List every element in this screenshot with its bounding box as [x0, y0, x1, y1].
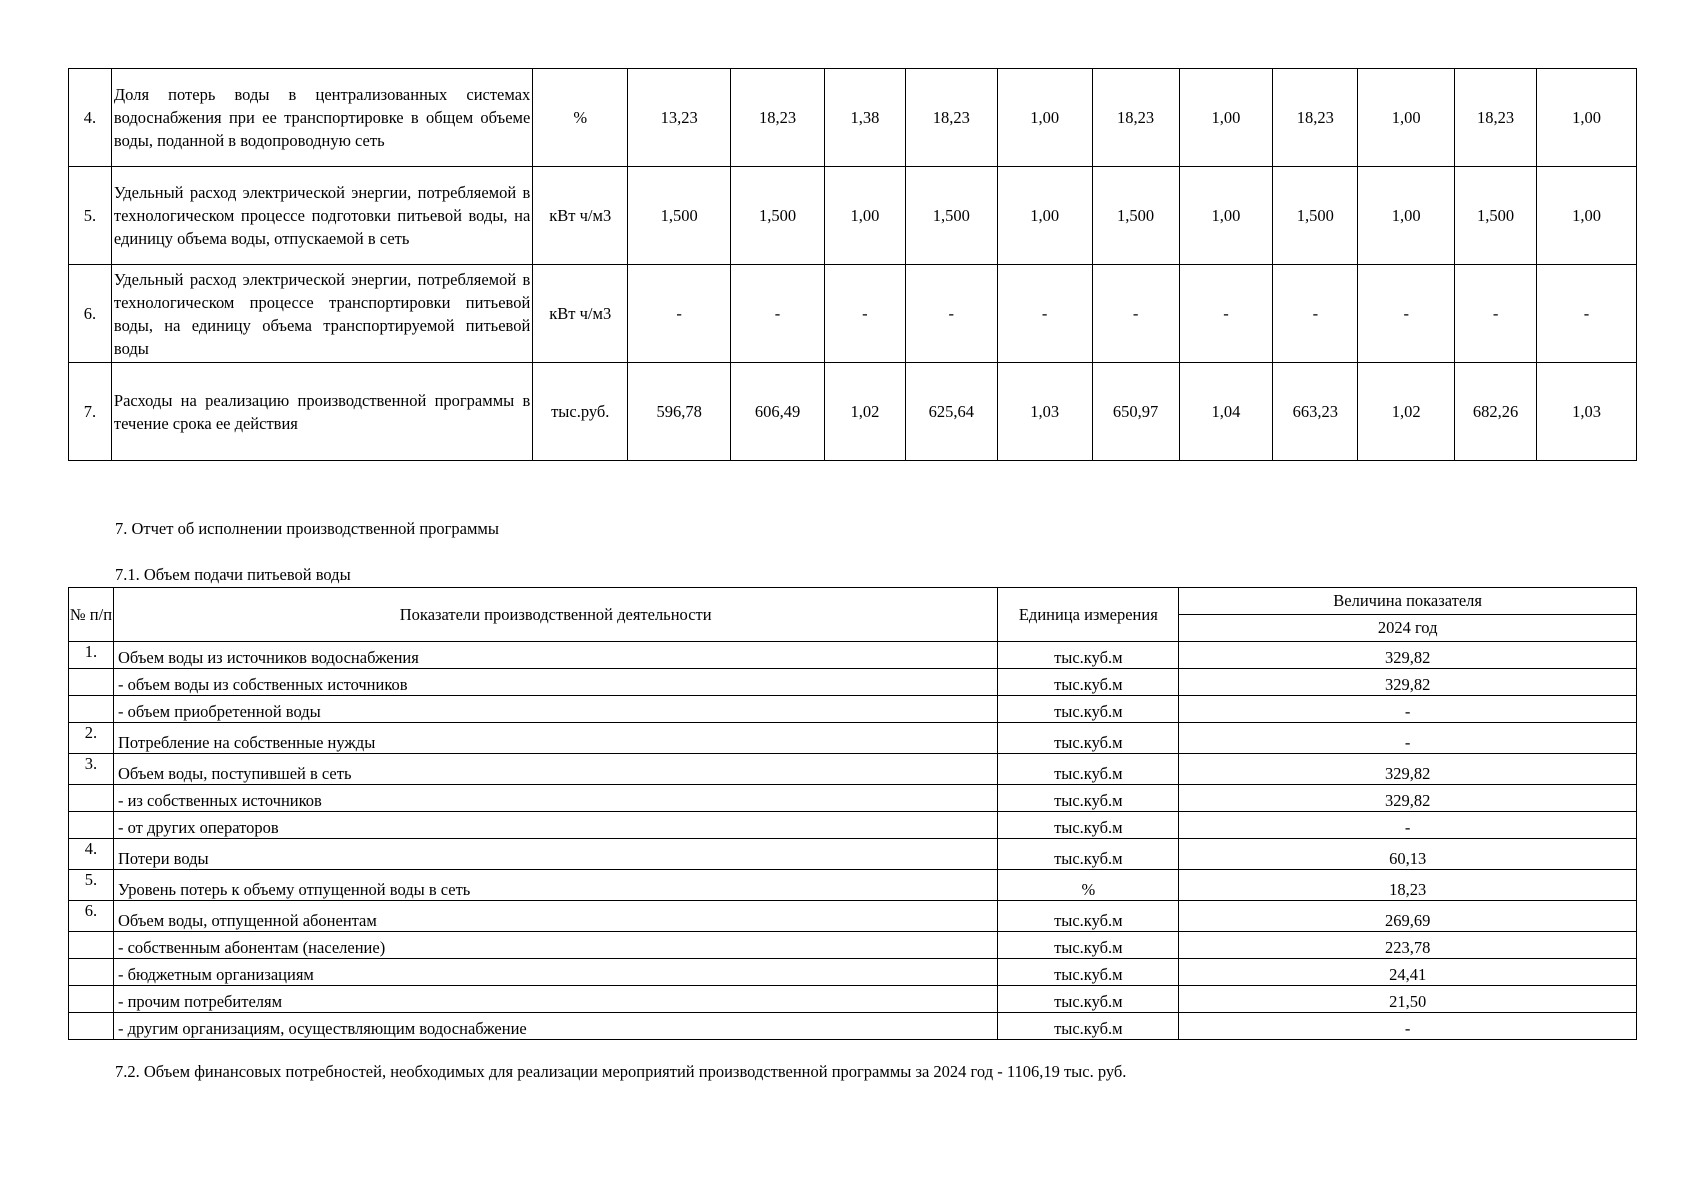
row-unit: тыс.куб.м [998, 1013, 1179, 1040]
indicator-value: 1,03 [1537, 363, 1637, 461]
row-number [69, 1013, 114, 1040]
indicator-unit: кВт ч/м3 [533, 265, 628, 363]
indicator-value: 18,23 [731, 69, 825, 167]
indicator-row [69, 363, 1637, 461]
indicator-value: 1,00 [997, 167, 1092, 265]
row-number: 6. [69, 265, 112, 363]
row-unit: тыс.куб.м [998, 901, 1179, 932]
indicator-value: - [1092, 265, 1179, 363]
indicator-value: 13,23 [628, 69, 731, 167]
row-name: Объем воды, отпущенной абонентам [113, 901, 997, 932]
row-name: - собственным абонентам (население) [113, 932, 997, 959]
indicator-value: - [731, 265, 825, 363]
indicator-value: 1,04 [1179, 363, 1273, 461]
header-value: Величина показателя [1179, 588, 1637, 615]
indicator-value: 650,97 [1092, 363, 1179, 461]
indicator-name: Доля потерь воды в централизованных системах водоснабжения при ее транспортировке в общем объеме воды, поданной в водопроводную сеть [111, 69, 532, 167]
header-indicator: Показатели производственной деятельности [113, 588, 997, 642]
indicator-value: 1,500 [1455, 167, 1537, 265]
indicator-value: 1,500 [1273, 167, 1358, 265]
indicator-value: - [1273, 265, 1358, 363]
table-row [69, 959, 1637, 986]
row-unit: тыс.куб.м [998, 839, 1179, 870]
indicator-value: - [1455, 265, 1537, 363]
indicator-value: - [628, 265, 731, 363]
indicator-value: 18,23 [1455, 69, 1537, 167]
row-name: Уровень потерь к объему отпущенной воды в сеть [113, 870, 997, 901]
indicator-value: - [905, 265, 997, 363]
row-unit: тыс.куб.м [998, 696, 1179, 723]
indicator-value: 663,23 [1273, 363, 1358, 461]
indicator-value: 1,03 [997, 363, 1092, 461]
row-value: 269,69 [1179, 901, 1637, 932]
table-row [69, 754, 1637, 785]
row-number [69, 959, 114, 986]
row-unit: тыс.куб.м [998, 932, 1179, 959]
indicator-value: 18,23 [1273, 69, 1358, 167]
indicator-value: 18,23 [905, 69, 997, 167]
table-row [69, 642, 1637, 669]
indicator-value: - [1179, 265, 1273, 363]
row-value: - [1179, 1013, 1637, 1040]
row-number: 3. [69, 754, 114, 785]
row-value: 223,78 [1179, 932, 1637, 959]
row-number: 4. [69, 839, 114, 870]
indicator-value: 1,00 [1537, 69, 1637, 167]
indicator-value: 625,64 [905, 363, 997, 461]
row-name: - объем приобретенной воды [113, 696, 997, 723]
indicator-unit: кВт ч/м3 [533, 167, 628, 265]
row-name: - из собственных источников [113, 785, 997, 812]
indicator-value: 1,00 [997, 69, 1092, 167]
table-row [69, 1013, 1637, 1040]
section-7-title: 7. Отчет об исполнении производственной программы [115, 519, 499, 538]
indicator-value: 596,78 [628, 363, 731, 461]
row-unit: тыс.куб.м [998, 754, 1179, 785]
row-name: - бюджетным организациям [113, 959, 997, 986]
indicator-value: 1,00 [1179, 167, 1273, 265]
row-number: 1. [69, 642, 114, 669]
table-row [69, 785, 1637, 812]
indicator-name: Удельный расход электрической энергии, потребляемой в технологическом процессе подготовки питьевой воды, на единицу объема воды, отпускаемой в сеть [111, 167, 532, 265]
row-number: 5. [69, 167, 112, 265]
row-unit: тыс.куб.м [998, 812, 1179, 839]
row-number: 5. [69, 870, 114, 901]
indicator-value: 1,500 [731, 167, 825, 265]
row-value: 329,82 [1179, 754, 1637, 785]
row-name: Потери воды [113, 839, 997, 870]
indicator-value: 1,500 [905, 167, 997, 265]
indicator-value: 606,49 [731, 363, 825, 461]
indicator-value: 1,00 [1179, 69, 1273, 167]
water-volume-table [68, 587, 1637, 1040]
row-number: 2. [69, 723, 114, 754]
indicator-value: 1,00 [1537, 167, 1637, 265]
indicator-value: - [1537, 265, 1637, 363]
indicator-value: - [997, 265, 1092, 363]
row-name: Объем воды, поступившей в сеть [113, 754, 997, 785]
row-value: 24,41 [1179, 959, 1637, 986]
indicator-name: Расходы на реализацию производственной программы в течение срока ее действия [111, 363, 532, 461]
row-unit: тыс.куб.м [998, 642, 1179, 669]
row-unit: тыс.куб.м [998, 723, 1179, 754]
section-7-2-text: 7.2. Объем финансовых потребностей, необходимых для реализации мероприятий производственной программы за 2024 год - 1106,19 тыс. руб. [115, 1062, 1127, 1081]
row-unit: % [998, 870, 1179, 901]
section-7-1-title: 7.1. Объем подачи питьевой воды [115, 565, 351, 584]
row-number [69, 669, 114, 696]
indicator-unit: тыс.руб. [533, 363, 628, 461]
row-value: 60,13 [1179, 839, 1637, 870]
row-value: - [1179, 696, 1637, 723]
row-value: - [1179, 723, 1637, 754]
table-row [69, 723, 1637, 754]
row-number: 6. [69, 901, 114, 932]
header-num: № п/п [69, 588, 114, 642]
row-number [69, 785, 114, 812]
row-number [69, 812, 114, 839]
row-name: - другим организациям, осуществляющим водоснабжение [113, 1013, 997, 1040]
table-row [69, 870, 1637, 901]
row-name: - прочим потребителям [113, 986, 997, 1013]
row-number [69, 696, 114, 723]
indicator-value: 1,38 [824, 69, 905, 167]
indicator-name: Удельный расход электрической энергии, потребляемой в технологическом процессе транспортировки питьевой воды, на единицу объема транспортируемой питьевой воды [111, 265, 532, 363]
row-unit: тыс.куб.м [998, 785, 1179, 812]
row-name: Потребление на собственные нужды [113, 723, 997, 754]
table-row [69, 932, 1637, 959]
indicator-row [69, 167, 1637, 265]
indicator-row [69, 69, 1637, 167]
row-value: 329,82 [1179, 785, 1637, 812]
indicator-value: 682,26 [1455, 363, 1537, 461]
header-unit: Единица измерения [998, 588, 1179, 642]
row-unit: тыс.куб.м [998, 959, 1179, 986]
indicator-value: 1,500 [628, 167, 731, 265]
table-row [69, 669, 1637, 696]
indicator-value: - [1358, 265, 1455, 363]
row-name: - от других операторов [113, 812, 997, 839]
indicator-value: 1,00 [824, 167, 905, 265]
indicator-value: 18,23 [1092, 69, 1179, 167]
indicator-value: - [824, 265, 905, 363]
header-year: 2024 год [1179, 615, 1637, 642]
indicator-value: 1,02 [1358, 363, 1455, 461]
row-name: Объем воды из источников водоснабжения [113, 642, 997, 669]
row-number [69, 986, 114, 1013]
row-name: - объем воды из собственных источников [113, 669, 997, 696]
row-value: - [1179, 812, 1637, 839]
indicator-value: 1,00 [1358, 167, 1455, 265]
indicators-table [68, 68, 1637, 461]
row-unit: тыс.куб.м [998, 669, 1179, 696]
row-value: 18,23 [1179, 870, 1637, 901]
row-value: 329,82 [1179, 669, 1637, 696]
indicator-value: 1,02 [824, 363, 905, 461]
row-number [69, 932, 114, 959]
row-value: 329,82 [1179, 642, 1637, 669]
indicator-unit: % [533, 69, 628, 167]
row-number: 4. [69, 69, 112, 167]
table-row [69, 812, 1637, 839]
indicator-value: 1,500 [1092, 167, 1179, 265]
table-row [69, 986, 1637, 1013]
row-value: 21,50 [1179, 986, 1637, 1013]
table-row [69, 696, 1637, 723]
row-number: 7. [69, 363, 112, 461]
table-row [69, 901, 1637, 932]
indicator-row [69, 265, 1637, 363]
row-unit: тыс.куб.м [998, 986, 1179, 1013]
indicator-value: 1,00 [1358, 69, 1455, 167]
table-row [69, 839, 1637, 870]
